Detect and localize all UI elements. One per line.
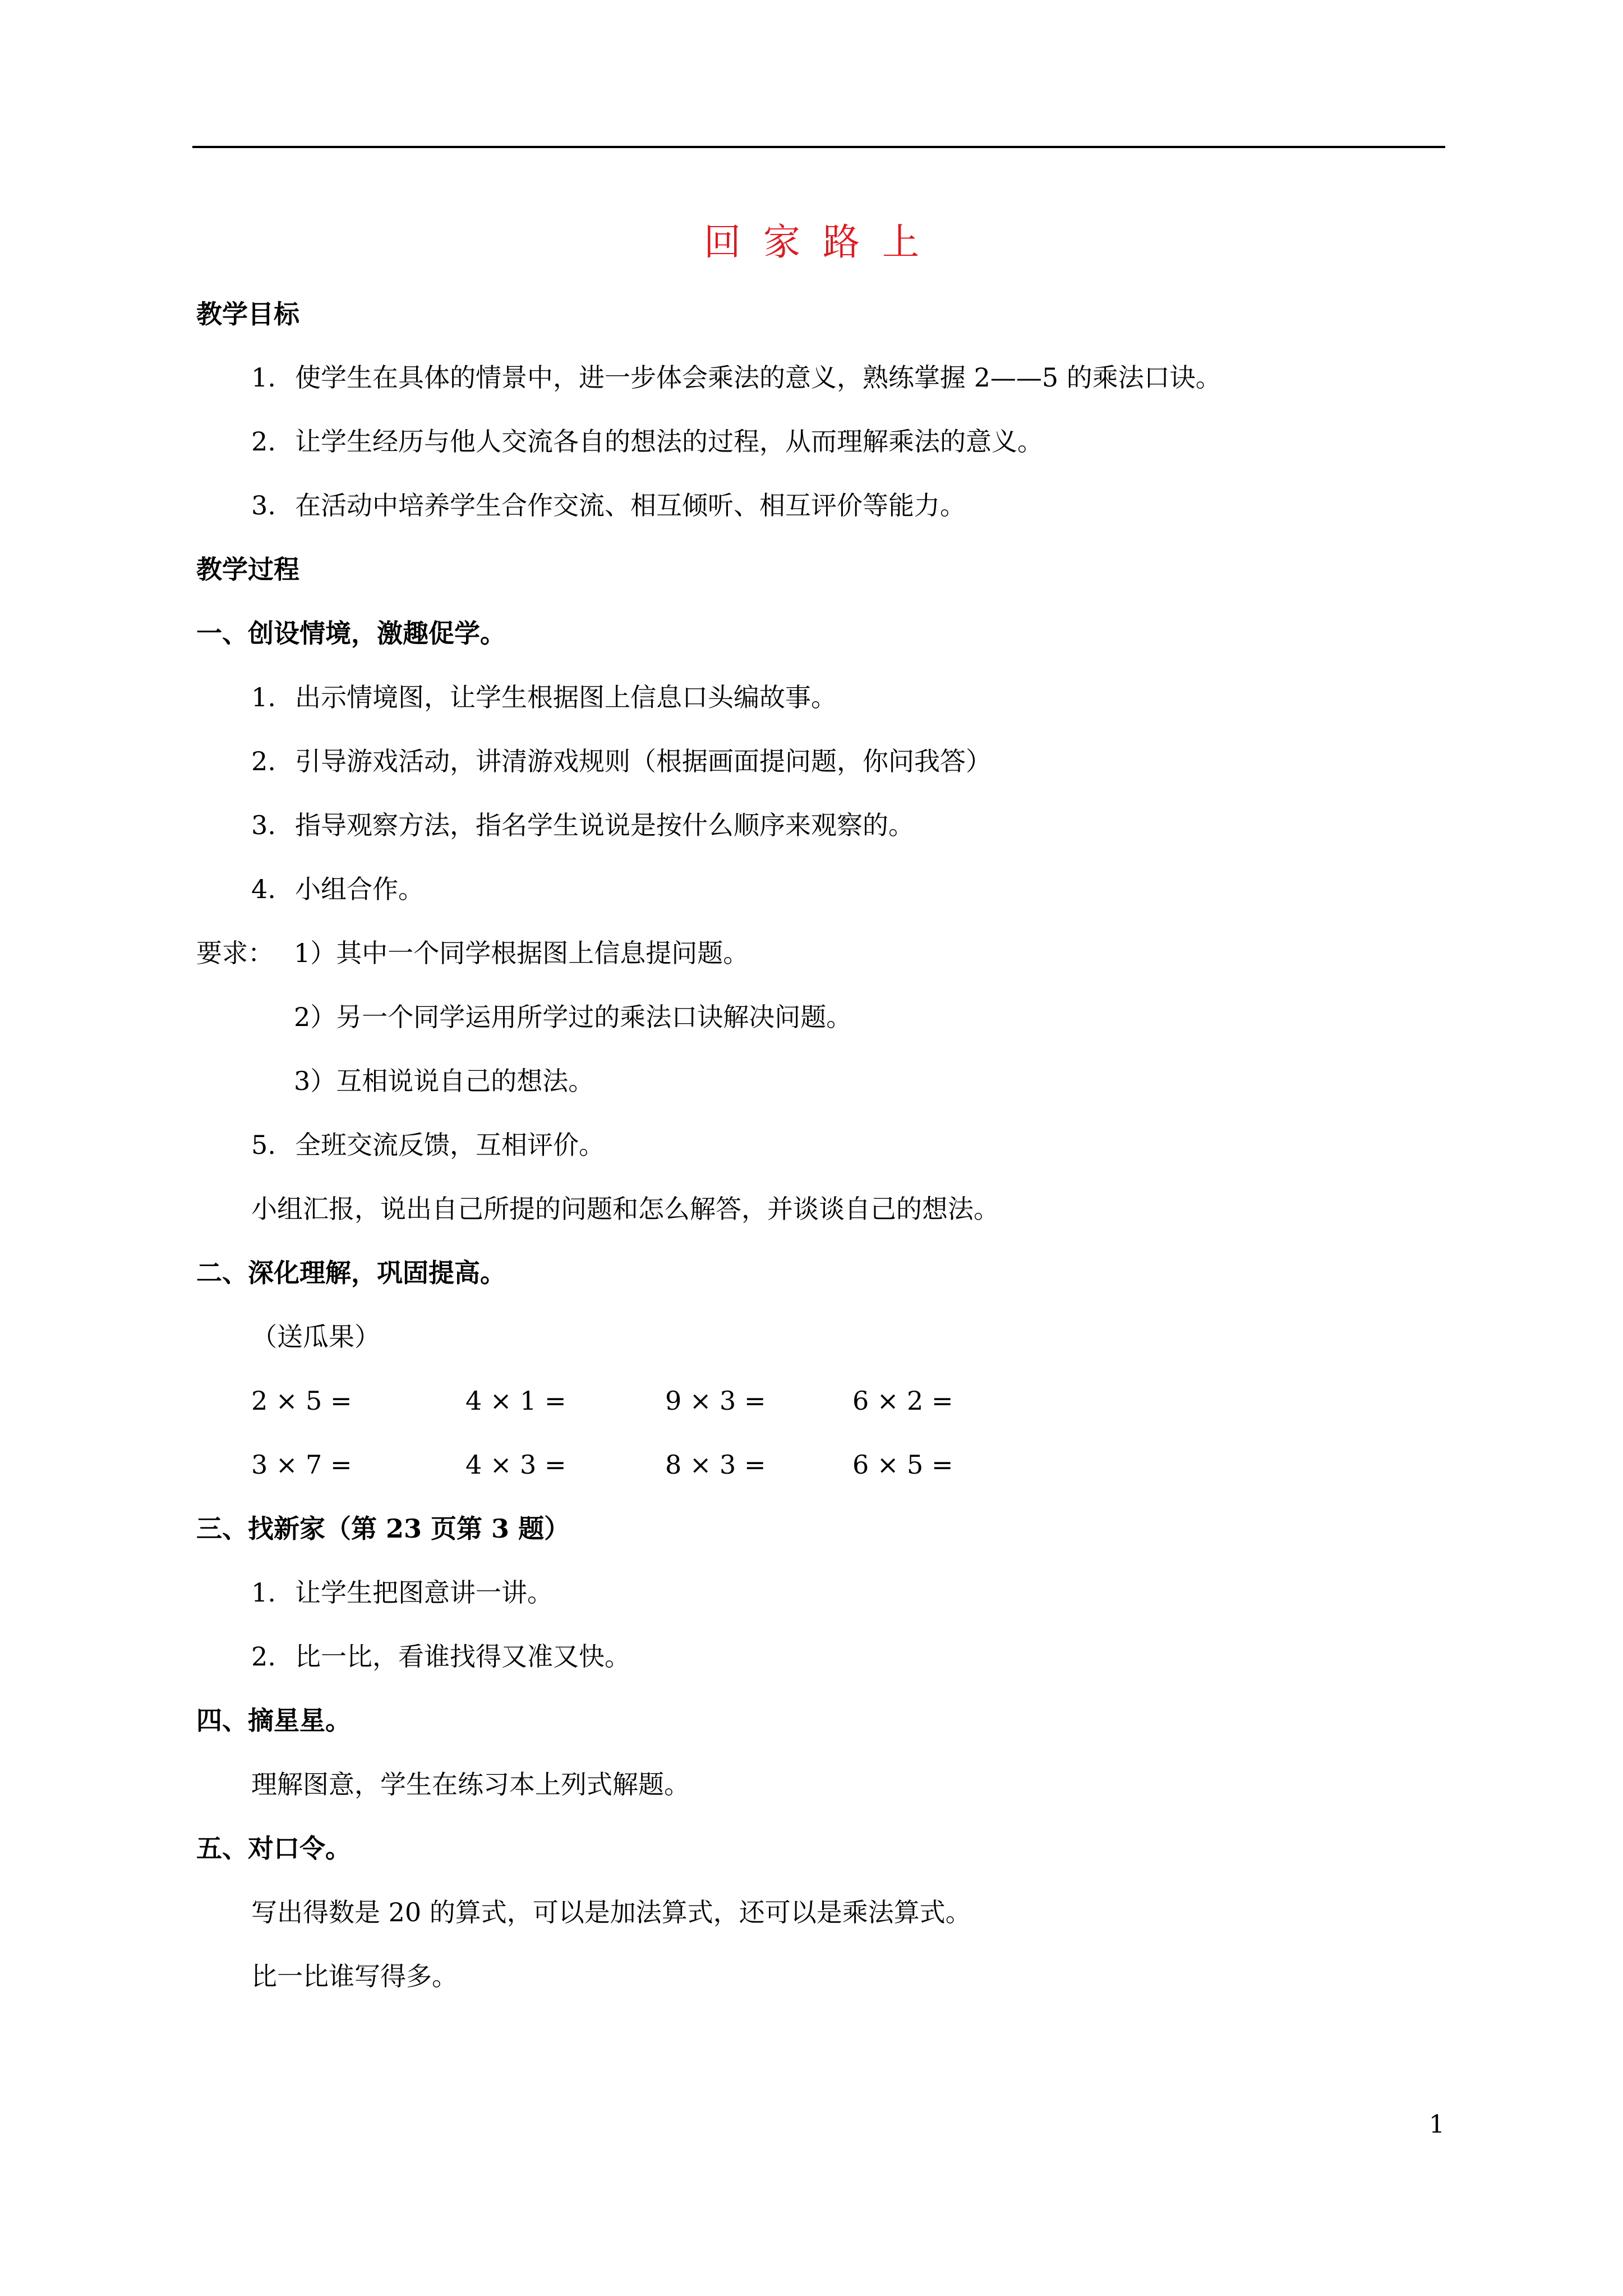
equation: 6 × 2 = — [852, 1386, 953, 1416]
part1-item — [251, 808, 914, 842]
goal-number: 3. — [251, 490, 276, 521]
document-title: 回家路上 — [704, 220, 942, 264]
goal-item — [251, 425, 1043, 458]
item-text: 让学生把图意讲一讲。 — [295, 1577, 553, 1608]
part3-heading: 三、找新家（第 23 页第 3 题） — [196, 1513, 570, 1544]
goal-item — [251, 489, 966, 522]
header-rule — [192, 146, 1445, 148]
part1-item — [251, 1128, 605, 1162]
part1-item — [251, 680, 837, 714]
goal-text: 使学生在具体的情景中，进一步体会乘法的意义，熟练掌握 2——5 的乘法口诀。 — [295, 362, 1221, 393]
page-number: 1 — [1429, 2110, 1445, 2139]
part5-text: 比一比谁写得多。 — [251, 1961, 458, 1991]
requirements-label: 要求： — [196, 938, 274, 968]
item-number: 2. — [251, 1641, 276, 1672]
goal-text: 在活动中培养学生合作交流、相互倾听、相互评价等能力。 — [295, 490, 966, 521]
equation: 9 × 3 = — [665, 1386, 766, 1416]
goal-item — [251, 361, 1221, 394]
equation: 4 × 1 = — [465, 1386, 566, 1416]
equation: 4 × 3 = — [465, 1450, 566, 1480]
item-number: 4. — [251, 874, 276, 904]
equation: 6 × 5 = — [852, 1450, 953, 1480]
goals-heading: 教学目标 — [196, 299, 299, 329]
part5-heading: 五、对口令。 — [196, 1833, 351, 1864]
part2-subtitle: （送瓜果） — [251, 1322, 380, 1352]
item-number: 5. — [251, 1130, 276, 1160]
item-text: 出示情境图，让学生根据图上信息口头编故事。 — [295, 682, 837, 712]
item-text: 引导游戏活动，讲清游戏规则（根据画面提问题，你问我答） — [295, 746, 992, 776]
item-text: 小组合作。 — [295, 874, 424, 904]
part1-item — [251, 872, 424, 906]
item-text: 全班交流反馈，互相评价。 — [295, 1130, 605, 1160]
part3-item — [251, 1640, 630, 1673]
equation: 3 × 7 = — [251, 1450, 352, 1480]
part1-item — [251, 744, 992, 778]
requirement-item: 1）其中一个同学根据图上信息提问题。 — [294, 938, 749, 968]
part2-heading: 二、深化理解，巩固提高。 — [196, 1258, 506, 1288]
item-number: 3. — [251, 810, 276, 840]
part3-item — [251, 1576, 553, 1609]
part4-text: 理解图意，学生在练习本上列式解题。 — [251, 1769, 690, 1800]
part1-report: 小组汇报，说出自己所提的问题和怎么解答，并谈谈自己的想法。 — [251, 1194, 999, 1224]
requirement-item: 3）互相说说自己的想法。 — [294, 1066, 594, 1096]
part5-text: 写出得数是 20 的算式，可以是加法算式，还可以是乘法算式。 — [251, 1897, 971, 1927]
part4-heading: 四、摘星星。 — [196, 1705, 351, 1736]
equation: 2 × 5 = — [251, 1386, 352, 1416]
goal-number: 2. — [251, 426, 276, 457]
item-number: 2. — [251, 746, 276, 776]
part1-heading: 一、创设情境，激趣促学。 — [196, 618, 506, 648]
item-text: 指导观察方法，指名学生说说是按什么顺序来观察的。 — [295, 810, 914, 840]
process-heading: 教学过程 — [196, 554, 299, 585]
goal-number: 1. — [251, 362, 276, 393]
item-text: 比一比，看谁找得又准又快。 — [295, 1641, 630, 1672]
item-number: 1. — [251, 1577, 276, 1608]
item-number: 1. — [251, 682, 276, 712]
goal-text: 让学生经历与他人交流各自的想法的过程，从而理解乘法的意义。 — [295, 426, 1043, 457]
equation: 8 × 3 = — [665, 1450, 766, 1480]
requirement-item: 2）另一个同学运用所学过的乘法口诀解决问题。 — [294, 1002, 852, 1032]
